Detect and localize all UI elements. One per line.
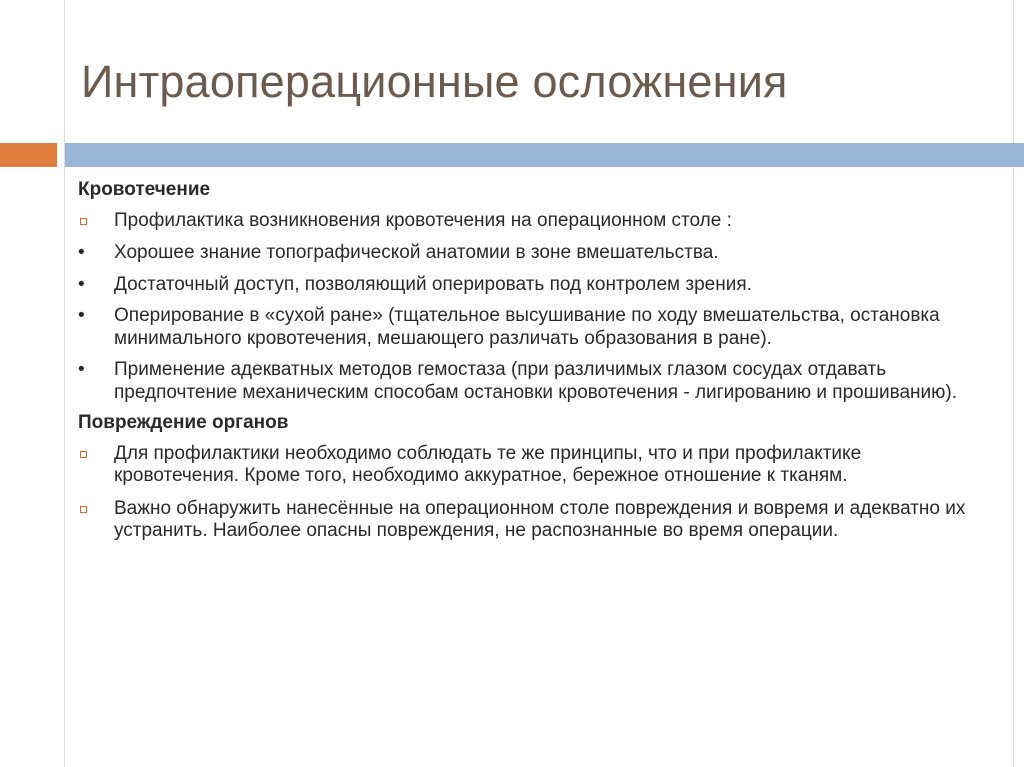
slide-content	[78, 179, 988, 553]
list-item	[78, 274, 988, 297]
slide-title: Интраоперационные осложнения	[81, 56, 788, 107]
header-band	[65, 143, 1024, 167]
list-item-text: Достаточный доступ, позволяющий оперировать под контролем зрения.	[114, 273, 752, 295]
list-item-text: Для профилактики необходимо соблюдать те же принципы, что и при профилактике кровотечения. Кроме того, необходимо аккуратное, бережное отношение к тканям.	[114, 442, 862, 486]
list-item	[78, 359, 988, 404]
list-item	[78, 242, 988, 265]
right-divider-line	[1013, 0, 1014, 767]
dot-bullet-icon: •	[78, 273, 85, 295]
list-item	[78, 443, 988, 488]
dot-bullet-icon: •	[78, 359, 85, 380]
dot-bullet-icon: •	[78, 305, 85, 326]
square-bullet-icon	[80, 451, 87, 458]
square-bullet-icon	[80, 506, 87, 513]
list-item	[78, 498, 988, 543]
left-divider-line	[64, 0, 65, 767]
list-item	[78, 210, 988, 233]
list-item	[78, 305, 988, 350]
list-item-text: Хорошее знание топографической анатомии в зоне вмешательства.	[114, 242, 719, 263]
list-item-text: Профилактика возникновения кровотечения на операционном столе :	[114, 209, 732, 231]
square-bullet-icon	[80, 218, 87, 225]
dot-bullet-icon: •	[78, 242, 85, 263]
list-item-text: Важно обнаружить нанесённые на операционном столе повреждения и вовремя и адекватно их устранить. Наиболее опасны повреждения, не распознанные во время операции.	[114, 497, 966, 541]
section-heading-bleeding: Кровотечение	[78, 179, 211, 200]
accent-band	[0, 143, 57, 167]
section-heading-organ-damage: Повреждение органов	[78, 412, 289, 433]
list-item-text: Оперирование в «сухой ране» (тщательное высушивание по ходу вмешательства, остановка минимального кровотечения, мешающего различать образования в ране).	[114, 305, 940, 349]
list-item-text: Применение адекватных методов гемостаза (при различимых глазом сосудах отдавать предпочтение механическим способам остановки кровотечения - лигированию и прошиванию).	[114, 359, 957, 403]
